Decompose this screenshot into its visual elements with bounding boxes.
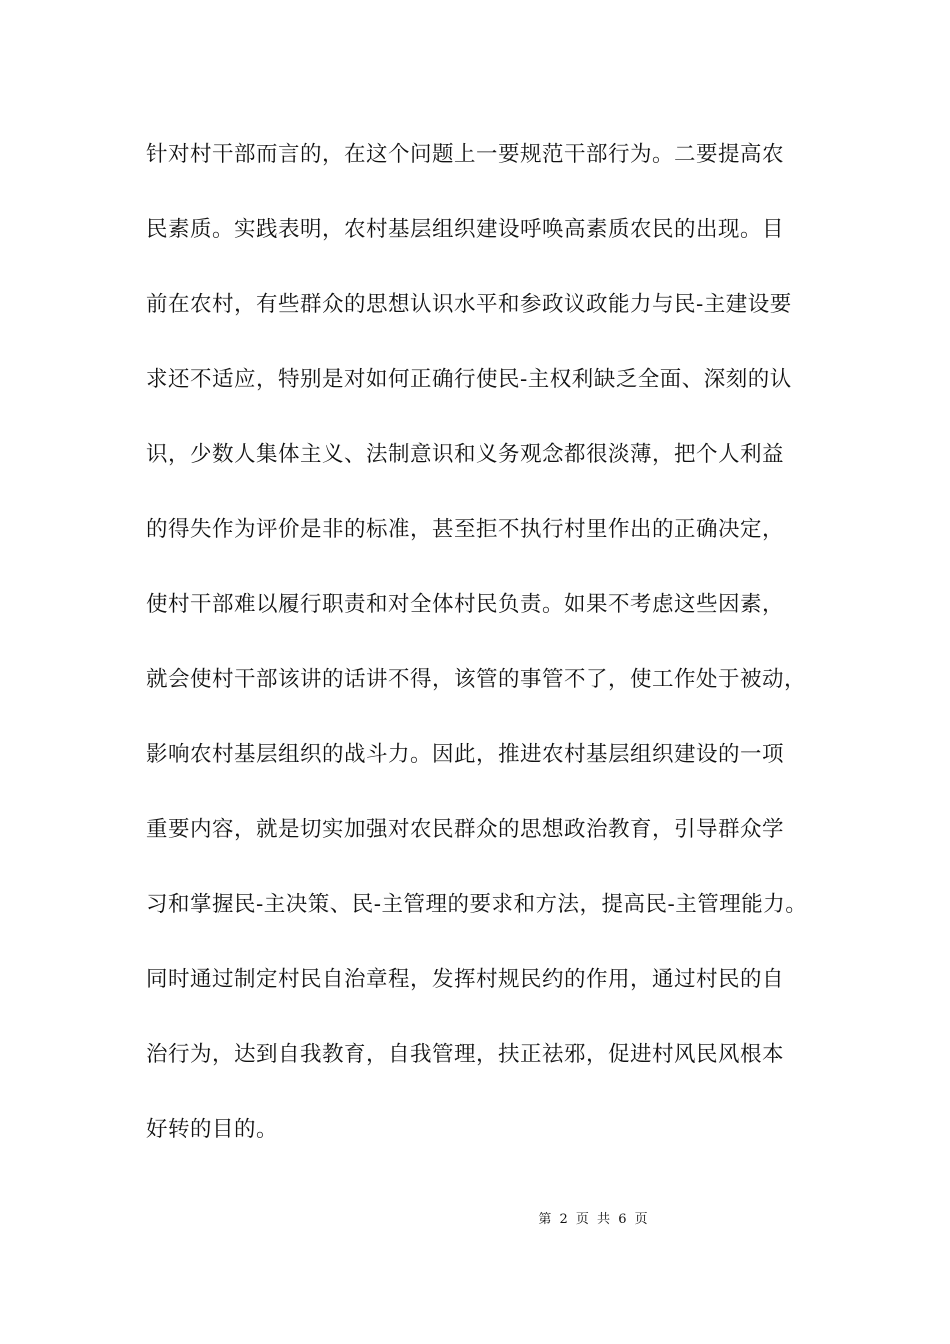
text-line-8: 就会使村干部该讲的话讲不得，该管的事管不了，使工作处于被动， bbox=[146, 667, 807, 692]
text-line-2: 民素质。实践表明，农村基层组织建设呼唤高素质农民的出现。目 bbox=[146, 217, 785, 242]
text-line-1: 针对村干部而言的，在这个问题上一要规范干部行为。二要提高农 bbox=[146, 142, 785, 167]
text-line-6: 的得失作为评价是非的标准，甚至拒不执行村里作出的正确决定， bbox=[146, 517, 785, 542]
text-line-3: 前在农村，有些群众的思想认识水平和参政议政能力与民-主建设要 bbox=[146, 292, 792, 317]
text-line-5: 识，少数人集体主义、法制意识和义务观念都很淡薄，把个人利益 bbox=[146, 442, 785, 467]
text-line-9: 影响农村基层组织的战斗力。因此，推进农村基层组织建设的一项 bbox=[146, 742, 785, 767]
body-text bbox=[146, 135, 826, 1185]
text-line-7: 使村干部难以履行职责和对全体村民负责。如果不考虑这些因素， bbox=[146, 592, 785, 617]
text-line-10: 重要内容，就是切实加强对农民群众的思想政治教育，引导群众学 bbox=[146, 817, 785, 842]
text-line-4: 求还不适应，特别是对如何正确行使民-主权利缺乏全面、深刻的认 bbox=[146, 367, 792, 392]
text-line-13: 治行为，达到自我教育，自我管理，扶正祛邪，促进村风民风根本 bbox=[146, 1042, 785, 1067]
page-number-footer: 第 2 页 共 6 页 bbox=[538, 1212, 648, 1227]
text-line-12: 同时通过制定村民自治章程，发挥村规民约的作用，通过村民的自 bbox=[146, 967, 785, 992]
text-line-14: 好转的目的。 bbox=[146, 1117, 279, 1142]
text-line-11: 习和掌握民-主决策、民-主管理的要求和方法，提高民-主管理能力。 bbox=[146, 892, 808, 917]
